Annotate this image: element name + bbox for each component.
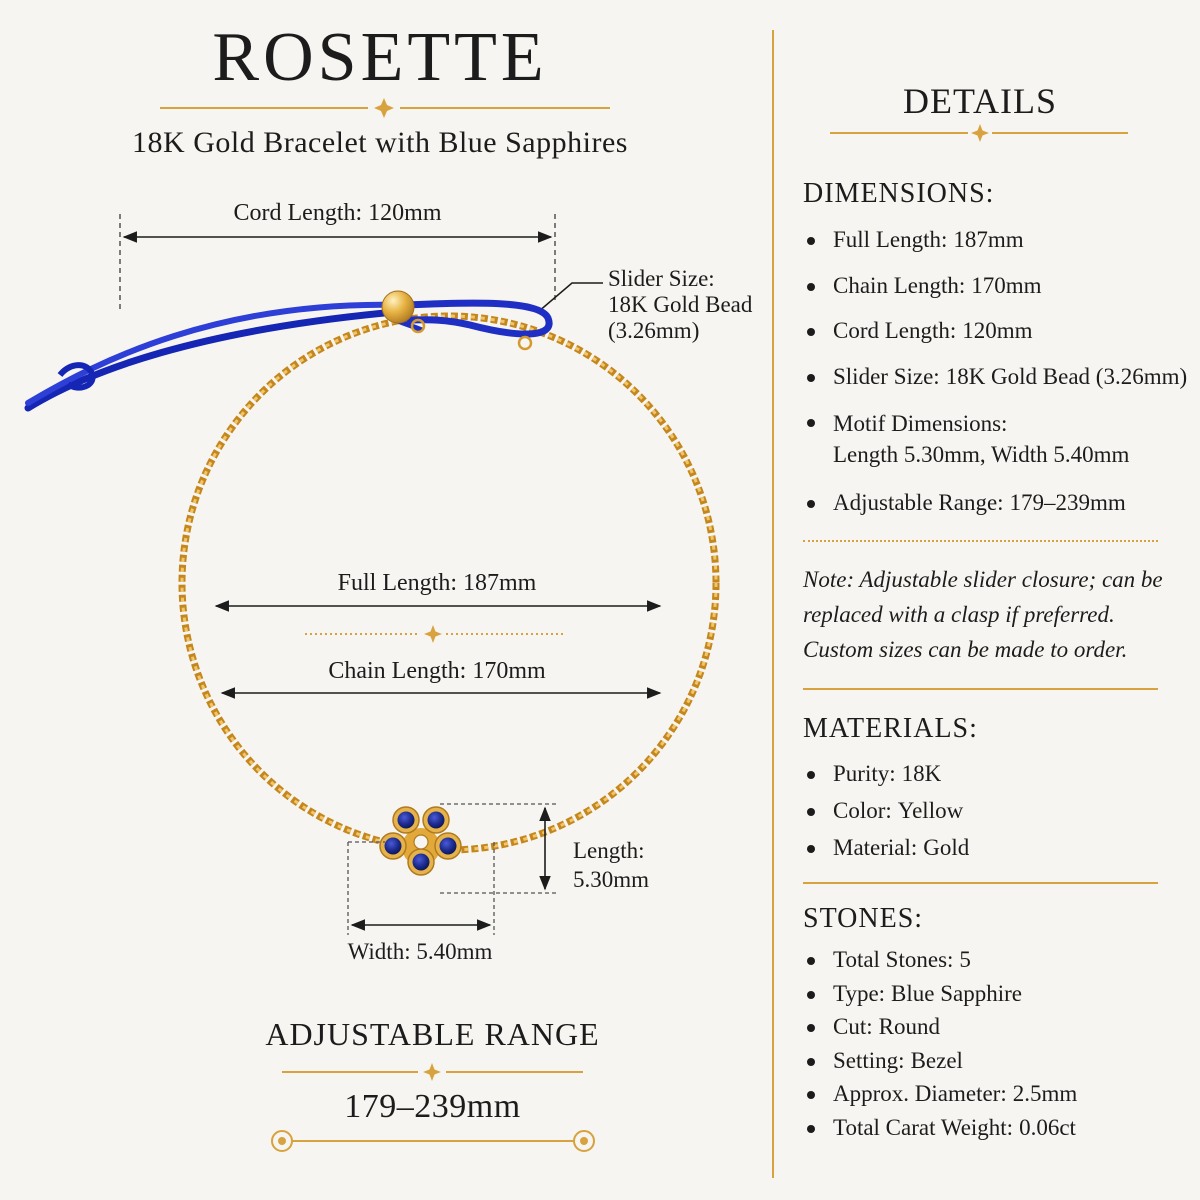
sparkle-icon [424, 625, 442, 643]
cord-length-dimension [120, 214, 555, 312]
item-value: 179–239mm [1009, 489, 1126, 515]
item-key: Adjustable Range: [833, 489, 1004, 515]
item-value: Length 5.30mm, Width 5.40mm [833, 442, 1130, 467]
gold-bead-slider [382, 291, 414, 323]
item-value: 5 [959, 947, 971, 972]
item-key: Purity: [833, 761, 896, 786]
details-title: DETAILS [902, 81, 1058, 121]
motif-dimension-lines [348, 804, 556, 935]
item-value: 0.06ct [1019, 1114, 1076, 1140]
item-value: 187mm [953, 227, 1024, 252]
list-item [803, 946, 1077, 973]
slider-size-label [608, 266, 752, 344]
materials-list [803, 760, 969, 871]
adjustable-range-title: ADJUSTABLE RANGE [265, 1016, 600, 1052]
full-length-label: Full Length: 187mm [337, 570, 537, 596]
list-item [803, 226, 1187, 253]
motif-width-label: Width: 5.40mm [347, 939, 493, 964]
list-item [803, 797, 969, 824]
item-value: Round [878, 1014, 940, 1039]
range-ornament-bottom [272, 1131, 594, 1151]
item-key: Type: [833, 980, 886, 1006]
sparkle-icon [374, 98, 394, 118]
dotted-divider [803, 540, 1158, 542]
item-value: 120mm [962, 318, 1033, 343]
list-item [803, 1047, 1077, 1074]
stones-title: STONES: [803, 903, 924, 934]
chain-length-label: Chain Length: 170mm [328, 658, 546, 684]
list-item [803, 363, 1187, 390]
item-key: Approx. Diameter: [833, 1081, 1007, 1106]
list-item [803, 408, 1187, 470]
list-item [803, 1013, 1077, 1040]
slider-label-line-3: (3.26mm) [608, 318, 700, 343]
slider-label-line-2: 18K Gold Bead [608, 292, 753, 317]
item-value: Gold [923, 835, 970, 860]
vertical-divider [772, 30, 774, 1178]
item-key: Total Carat Weight: [833, 1114, 1014, 1140]
slider-callout-line [538, 283, 603, 312]
item-key: Motif Dimensions: [833, 411, 1008, 436]
length-label-line-2: 5.30mm [573, 867, 650, 892]
item-key: Material: [833, 835, 918, 860]
jump-ring-right [519, 337, 531, 349]
item-value: 170mm [971, 272, 1042, 298]
list-item [803, 1114, 1077, 1141]
blue-cord [28, 303, 549, 408]
materials-title: MATERIALS: [803, 713, 978, 744]
list-item [803, 980, 1077, 1007]
item-value: Bezel [910, 1047, 963, 1073]
section-divider [803, 688, 1158, 690]
list-item [803, 834, 969, 861]
stones-list [803, 946, 1077, 1147]
item-value: Blue Sapphire [891, 980, 1022, 1006]
length-label-line-1: Length: [573, 838, 645, 863]
sparkle-icon [423, 1063, 441, 1081]
details-ornament [830, 124, 1128, 142]
list-item [803, 272, 1187, 299]
product-title: ROSETTE [212, 19, 548, 96]
middle-ornament [305, 625, 563, 643]
note-text: Note: Adjustable slider closure; can be replaced with a clasp if preferred. Custom sizes can be made to order. [803, 567, 1163, 662]
dimensions-list [803, 226, 1187, 534]
item-value: 18K [901, 761, 942, 786]
item-key: Cord Length: [833, 318, 957, 343]
motif-length-label [573, 836, 649, 894]
item-key: Full Length: [833, 227, 948, 252]
list-item [803, 1080, 1077, 1107]
section-divider [803, 882, 1158, 884]
item-value: Yellow [897, 798, 964, 823]
dimensions-title: DIMENSIONS: [803, 178, 995, 209]
item-value: 2.5mm [1012, 1081, 1078, 1106]
item-key: Cut: [833, 1014, 873, 1039]
item-key: Slider Size: [833, 363, 940, 389]
slider-label-line-1: Slider Size: [608, 266, 715, 291]
item-key: Chain Length: [833, 272, 966, 298]
sparkle-icon [971, 124, 989, 142]
adjustable-range-value: 179–239mm [344, 1088, 521, 1125]
cord-length-label: Cord Length: 120mm [233, 200, 442, 226]
range-ornament-top [282, 1063, 583, 1081]
item-value: 18K Gold Bead (3.26mm) [945, 363, 1188, 389]
title-ornament [160, 98, 610, 118]
list-item [803, 489, 1187, 516]
flower-motif [380, 807, 461, 875]
list-item [803, 760, 969, 787]
list-item [803, 317, 1187, 344]
item-key: Total Stones: [833, 947, 954, 972]
product-subtitle: 18K Gold Bracelet with Blue Sapphires [132, 126, 628, 159]
item-key: Setting: [833, 1047, 905, 1073]
item-key: Color: [833, 798, 892, 823]
